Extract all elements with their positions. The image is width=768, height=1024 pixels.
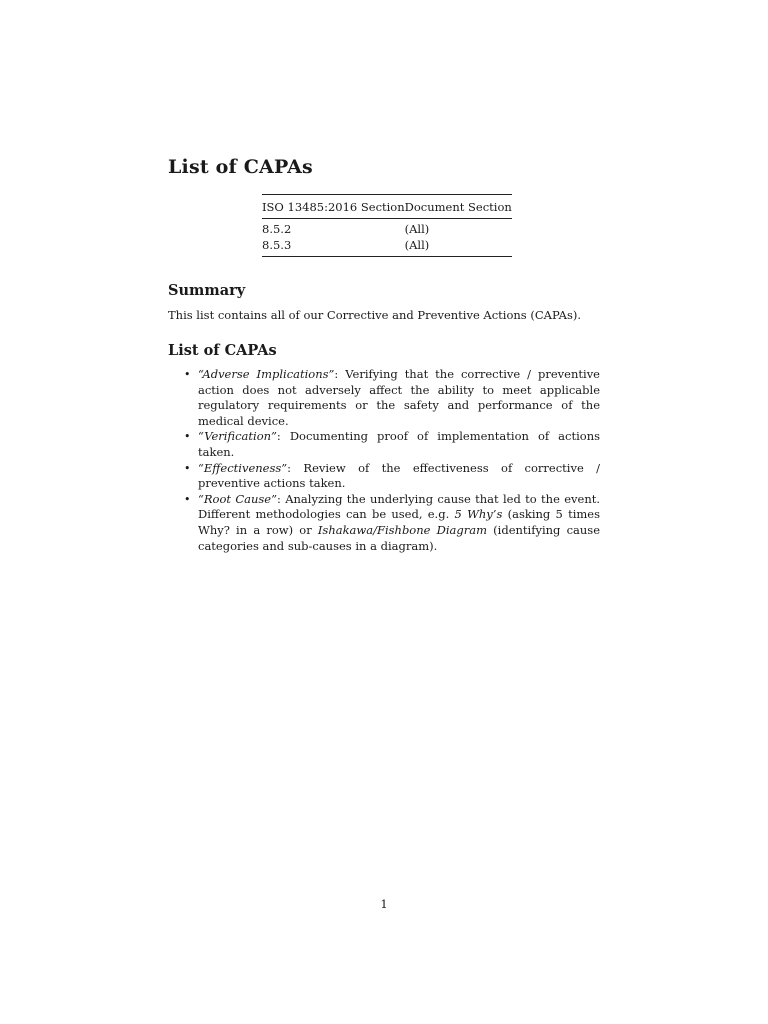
table-cell-document-section: (All) [404,238,430,252]
list-item [184,429,600,460]
capa-term: “Adverse Implications” [198,367,335,381]
table-cell-iso-section: 8.5.3 [262,238,292,252]
term-separator: : [277,491,286,506]
page-title: List of CAPAs [168,156,313,178]
table-body [262,219,512,257]
list-item [184,460,601,492]
term-separator: : [276,429,290,444]
capa-list-heading: List of CAPAs [168,342,277,359]
bullet-icon: • [184,430,191,444]
method-name-five-whys: 5 Why’s [454,507,503,522]
capa-description: Verifying that the corrective / preventive action does not adversely affect the ability to meet applicable regulatory requirements or the safety and performance of the medical device. [198,367,600,428]
column-header-document-section: Document Section [404,200,512,214]
table-header [262,195,512,219]
capa-term: “Root Cause” [198,491,277,506]
column-header-iso-section: ISO 13485:2016 Section [262,200,405,214]
table-row [262,237,512,257]
capa-description-part: (identifying cause categories and sub-causes in a diagram). [198,522,600,553]
capa-description-part: Analyzing the underlying cause that led to the event. Different methodologies can be used, e.g. [198,491,601,522]
capa-description: Review of the effectiveness of corrective / preventive actions taken. [198,460,601,491]
iso-reference-table [262,194,512,257]
table-header-row [262,195,512,219]
page-number: 1 [380,897,388,911]
method-name-fishbone-diagram: Ishakawa/Fishbone Diagram [317,522,487,537]
bullet-icon: • [184,492,191,506]
list-item [184,491,601,554]
capa-term: “Effectiveness” [198,460,288,475]
table-row [262,219,512,238]
term-separator: : [334,367,346,381]
bullet-icon: • [184,461,191,475]
capa-description-part: (asking 5 times Why? in a row) or [198,507,600,537]
table-cell-document-section: (All) [404,222,430,236]
capa-term: “Verification” [198,429,277,444]
summary-heading: Summary [168,282,246,299]
list-item [184,367,600,429]
bullet-icon: • [184,368,191,381]
capa-list [184,367,601,554]
term-separator: : [287,460,304,475]
table-cell-iso-section: 8.5.2 [262,222,292,236]
capa-description: Documenting proof of implementation of actions taken. [198,429,600,459]
summary-text: This list contains all of our Corrective and Preventive Actions (CAPAs). [168,308,581,322]
